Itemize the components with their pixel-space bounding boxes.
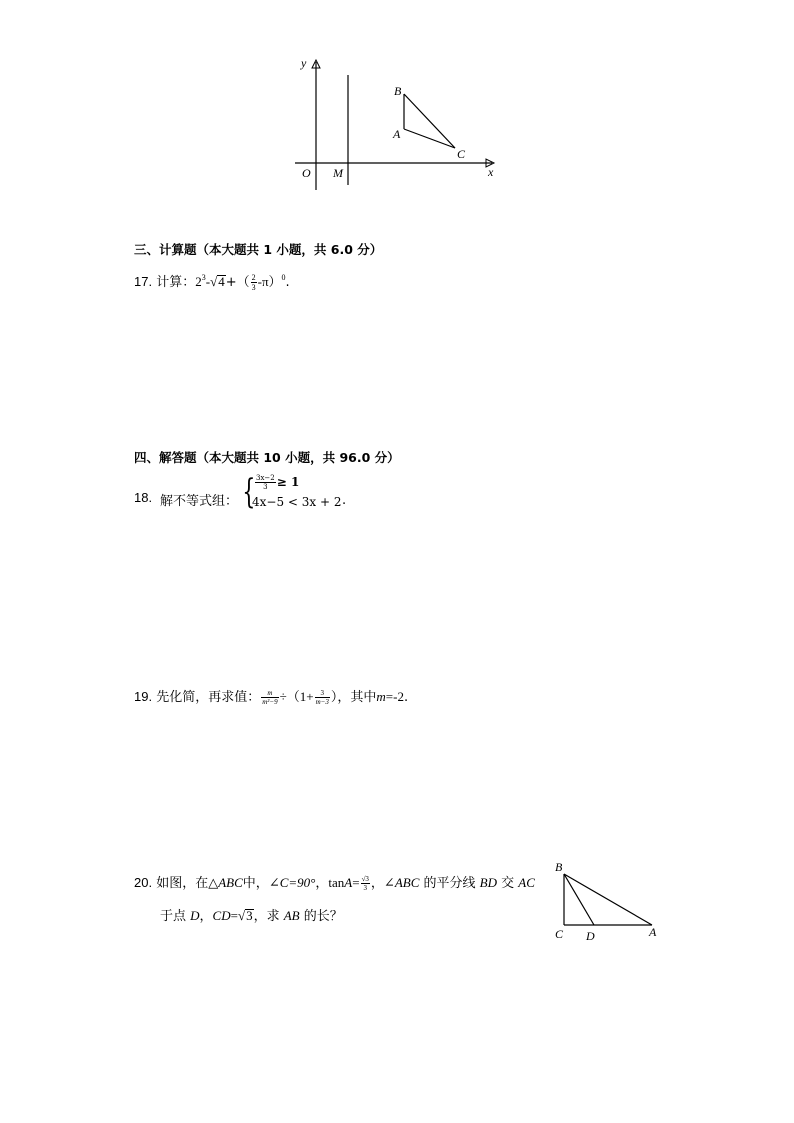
- q17-base: 2: [195, 274, 202, 289]
- q19-f2-den: m−3: [315, 698, 329, 706]
- q17-pi-part: -π）: [257, 274, 282, 289]
- q17-label: 计算：: [156, 275, 196, 290]
- q17-number: 17.: [134, 274, 153, 289]
- q20-text-d: 的平分线: [419, 876, 480, 891]
- q18-end: .: [342, 493, 347, 508]
- sqrt-icon: √: [237, 908, 246, 923]
- question-20-line2: [160, 905, 343, 924]
- segment-ac: [404, 129, 455, 148]
- q20-ab: AB: [283, 908, 300, 923]
- tri-label-b: B: [555, 860, 563, 874]
- q20-ac: AC: [518, 875, 535, 890]
- q17-exp: 3: [201, 273, 206, 282]
- q19-frac2: [315, 689, 330, 706]
- q19-var: m: [376, 689, 386, 704]
- q19-f1-num: m: [261, 689, 278, 698]
- triangle-figure: [550, 855, 665, 945]
- q17-minus: -: [205, 274, 211, 289]
- q18-label: 解不等式组：: [160, 494, 239, 509]
- q19-frac1: [261, 689, 278, 706]
- q20-eq2: =: [230, 908, 238, 923]
- q17-frac-den: 3: [251, 283, 256, 292]
- segment-ba: [564, 874, 652, 925]
- q18-number: 18.: [134, 490, 153, 505]
- q20-text-a: 如图，在: [156, 876, 209, 891]
- label-a: A: [393, 127, 401, 141]
- q20-tan-frac: [361, 875, 370, 892]
- segment-bd: [564, 874, 594, 925]
- q19-f2-num: 3: [315, 689, 330, 698]
- q20-line2-c: ，求: [253, 909, 284, 924]
- q18-ineq1-num: 3x−2: [256, 474, 275, 482]
- question-19: [134, 686, 408, 706]
- q17-radicand: 4: [218, 274, 225, 289]
- q18-ineq1-frac: [255, 474, 276, 491]
- section3-header: 三、计算题（本大题共 1 小题，共 6.0 分）: [134, 242, 383, 257]
- q20-line2-a: 于点: [160, 909, 191, 924]
- q20-angle-abc: ∠ABC: [383, 875, 420, 890]
- q20-d: D: [190, 908, 200, 923]
- label-x: x: [488, 165, 494, 179]
- q20-eq: =: [352, 875, 360, 890]
- q17-end: .: [285, 275, 290, 290]
- q18-ineq1-rhs: ≥ 1: [276, 475, 300, 489]
- q20-tan-label: tan: [328, 875, 345, 890]
- q20-angle-c: ∠C=90°: [268, 875, 316, 890]
- q19-f1-den: m²−9: [262, 698, 278, 706]
- q19-close: ），其中: [330, 690, 377, 705]
- q19-number: 19.: [134, 689, 153, 704]
- q19-div: ÷（1+: [279, 689, 314, 704]
- q17-exp0: 0: [281, 273, 286, 282]
- label-m: M: [333, 166, 343, 180]
- label-o: O: [302, 166, 311, 180]
- sqrt-icon: √: [210, 274, 218, 289]
- q20-tan-num: √3: [361, 875, 369, 883]
- q20-text-e: 交: [496, 876, 519, 891]
- tri-label-a: A: [649, 925, 657, 939]
- q19-label: 先化简，再求值：: [156, 690, 261, 705]
- q20-text-b: 中，: [242, 876, 269, 891]
- q20-tan-var: A: [344, 875, 353, 890]
- tri-label-d: D: [586, 929, 595, 943]
- q20-line2-b: ，: [199, 909, 213, 924]
- segment-bc: [404, 94, 455, 148]
- question-17: [134, 271, 290, 292]
- q17-frac: [251, 273, 257, 292]
- q17-plus: +（: [225, 275, 250, 290]
- q17-frac-num: 2: [251, 273, 256, 282]
- label-c: C: [457, 147, 466, 161]
- q20-line2-d: 的长？: [299, 909, 343, 924]
- q19-val: =-2: [385, 689, 404, 704]
- q20-comma: ，: [315, 876, 329, 891]
- q18-ineq2: 4x−5 < 3x + 2: [252, 495, 342, 509]
- q18-ineq1: [254, 474, 299, 491]
- q20-bd: BD: [479, 875, 497, 890]
- coordinate-figure: [285, 50, 505, 190]
- q20-tri: △ABC: [208, 875, 243, 890]
- q20-number: 20.: [134, 875, 153, 890]
- tri-label-c: C: [555, 927, 564, 941]
- q20-cd: CD: [212, 908, 231, 923]
- brace-icon: {: [242, 472, 256, 512]
- label-y: y: [301, 56, 307, 70]
- q20-text-c: ，: [370, 876, 384, 891]
- question-20-line1: [134, 872, 535, 892]
- section4-header: 四、解答题（本大题共 10 小题，共 96.0 分）: [134, 450, 400, 465]
- q19-end: .: [403, 690, 409, 705]
- label-b: B: [394, 84, 402, 98]
- q20-tan-den: 3: [363, 884, 367, 892]
- q18-ineq1-den: 3: [263, 483, 268, 491]
- q20-cd-rad: 3: [246, 908, 253, 923]
